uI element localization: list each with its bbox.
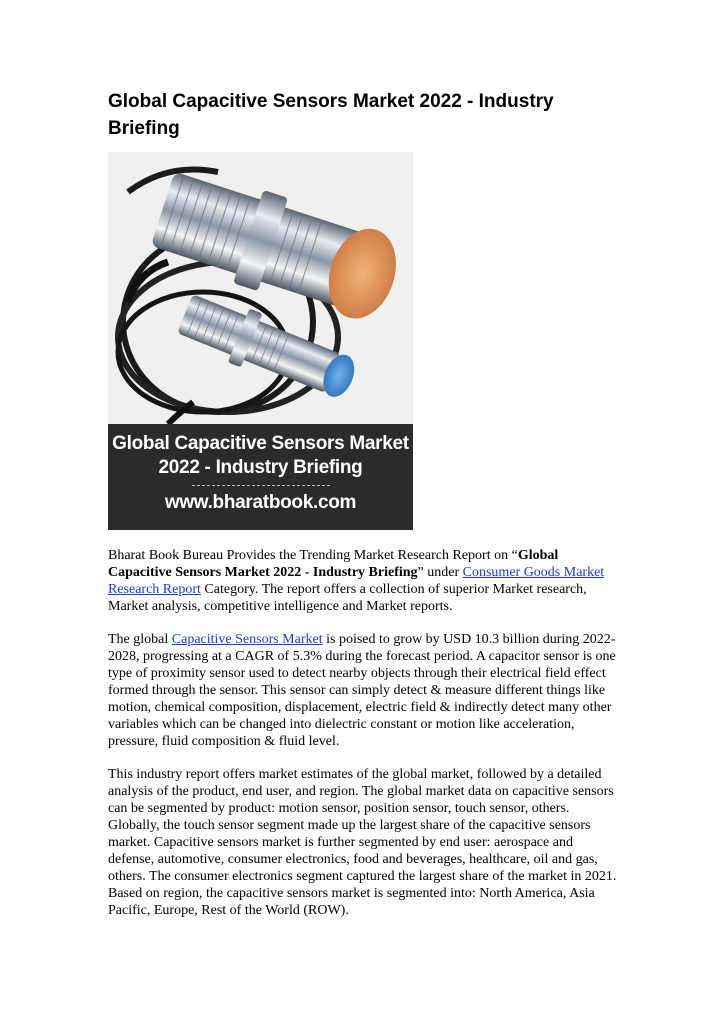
banner-title: Global Capacitive Sensors Market [112,433,409,454]
banner-url: www.bharatbook.com [164,492,357,513]
market-text-2: is poised to grow by USD 10.3 billion during 2022-2028, progressing at a CAGR of 5.3% during the forecast period. A capacitor sensor is one type of proximity sensor used to detect nearby objects through their electrical field effect formed through the sensor. This sensor can simply detect & measure different things like motion, chemical composition, displacement, electric field & indirectly detect many other variables which can be changed into dielectric constant or motion like acceleration, pressure, fluid composition & fluid level. [108,632,616,749]
market-text-1: The global [108,632,172,647]
consumer-goods-link[interactable]: Consumer Goods Market Research Report [108,565,605,597]
article-body [108,547,620,935]
banner-subtitle: 2022 - Industry Briefing [158,457,363,478]
intro-text-2: ” under [417,565,463,580]
page-title: Global Capacitive Sensors Market 2022 - Industry Briefing [108,91,554,139]
report-name: Global Capacitive Sensors Market 2022 - Industry Briefing [108,548,559,580]
intro-text-3: Category. The report offers a collection of superior Market research, Market analysis, competitive intelligence and Market reports. [108,582,587,614]
capacitive-sensors-market-link[interactable]: Capacitive Sensors Market [171,632,323,647]
hero-banner [108,424,413,530]
paragraph-market [108,631,620,750]
capacitive-sensor-photo [108,152,413,424]
hero-image [108,152,413,530]
intro-text-1: Bharat Book Bureau Provides the Trending Market Research Report on “ [108,548,518,563]
paragraph-intro [108,547,620,615]
banner-divider [192,485,330,486]
paragraph-segmentation: This industry report offers market estimates of the global market, followed by a detailed analysis of the product, end user, and region. The global market data on capacitive sensors can be segmented by product: motion sensor, position sensor, touch sensor, others. Globally, the touch sensor segment made up the largest share of the capacitive sensors market. Capacitive sensors market is further segmented by end user: aerospace and defense, automotive, consumer electronics, food and beverages, healthcare, oil and gas, others. The consumer electronics segment captured the largest share of the market in 2021. Based on region, the capacitive sensors market is segmented into: North America, Asia Pacific, Europe, Rest of the World (ROW). [108,767,617,918]
